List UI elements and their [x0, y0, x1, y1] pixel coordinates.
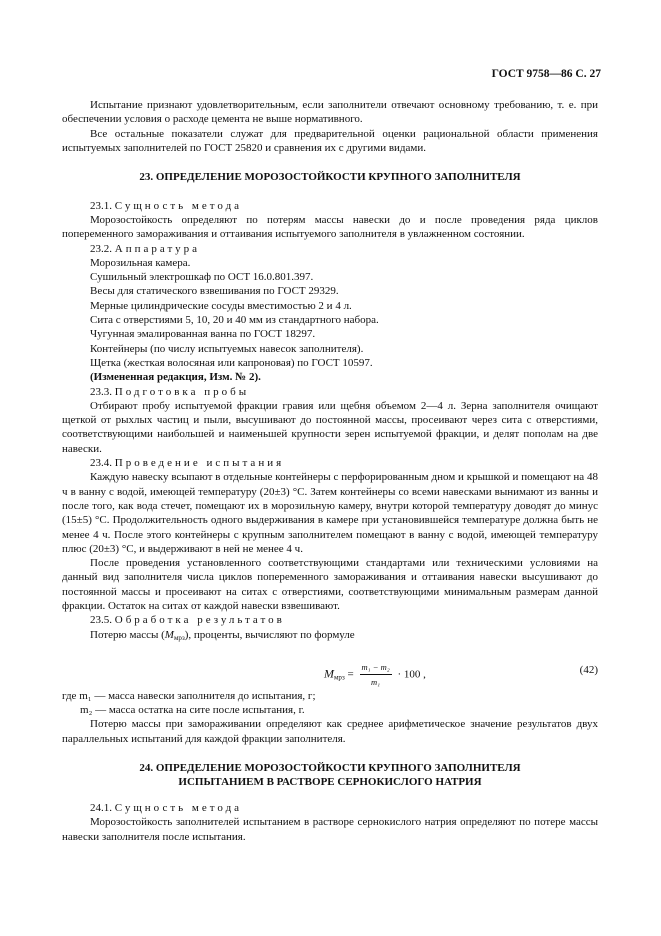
where-line-1: где m₁ — масса навески заполнителя до испытания, г;	[62, 689, 316, 702]
clause-heading-text: Проведение испытания	[114, 457, 285, 470]
formula-lhs: M	[324, 666, 334, 681]
equipment-item: Сита с отверстиями 5, 10, 20 и 40 мм из стандартного набора.	[90, 314, 379, 327]
formula-multiplier: · 100 ,	[397, 668, 426, 681]
section-24-title-line-1: 24. ОПРЕДЕЛЕНИЕ МОРОЗОСТОЙКОСТИ КРУПНОГО ЗАПОЛНИТЕЛЯ	[139, 762, 521, 775]
intro-paragraph-2: Все остальные показатели служат для предварительной оценки рациональной области применения испытуемых заполнителей по ГОСТ 25820 и сравнения их с другими видами.	[62, 127, 598, 154]
clause-number: 23.3.	[90, 385, 112, 398]
formula-lhs-subscript: мрз	[334, 673, 345, 682]
clause-23-4-text-1: Каждую навеску всыпают в отдельные контейнеры с перфорированным дном и крышкой и помещают на 48 ч в ванну с водой, имеющей температуру (20±3) °С. Затем контейнеры со всеми навесками вынимают из ванны и после того, как вода стечет, помещают их в морозильную камеру, внутри которой температуру доводят до минус (15±5) °С. Продолжительность одного выдерживания в камере при установившейся температуре должна быть не менее 4 ч. После этого контейнеры с крупным заполнителем помещают в ванну с водой, имеющей температуру плюс (20±3) °С, и выдерживают в ней не менее 4 ч.	[62, 471, 598, 555]
equipment-item: Чугунная эмалированная ванна по ГОСТ 18297.	[90, 328, 316, 341]
document-body	[62, 98, 598, 844]
formula-42	[62, 652, 598, 688]
clause-heading-text: Аппаратура	[114, 242, 200, 255]
equipment-item: Морозильная камера.	[90, 256, 191, 269]
equipment-item: Контейнеры (по числу испытуемых навесок заполнителя).	[90, 342, 364, 355]
clause-23-1-text: Морозостойкость определяют по потерям массы навески до и после проведения ряда циклов попеременного замораживания и оттаивания испытуемого заполнителя в увлажненном состоянии.	[62, 213, 598, 241]
clause-23-2-heading	[62, 242, 598, 256]
clause-23-5-heading	[62, 613, 598, 627]
equipment-item: Сушильный электрошкаф по ОСТ 16.0.801.397.	[90, 271, 314, 284]
page-header: ГОСТ 9758—86 С. 27	[491, 68, 601, 80]
equipment-item: Щетка (жесткая волосяная или капроновая) по ГОСТ 10597.	[90, 356, 373, 369]
clause-heading-text: Сущность метода	[114, 199, 243, 212]
clause-24-1-text: Морозостойкость заполнителей испытанием в растворе сернокислого натрия определяют по потере массы навески заполнителя после испытания.	[62, 816, 598, 843]
clause-heading-text: Обработка результатов	[114, 614, 285, 627]
clause-heading-text: Подготовка пробы	[114, 385, 250, 398]
formula-fraction	[360, 660, 392, 690]
clause-number: 23.2.	[90, 242, 112, 255]
clause-heading-text: Сущность метода	[114, 802, 243, 815]
clause-number: 23.4.	[90, 457, 112, 470]
clause-23-4-text-2: После проведения установленного соответствующими стандартами или техническими условиями на данный вид заполнителя числа циклов попеременного замораживания и оттаивания навески высушивают до постоянной массы и просеивают на ситах с отверстиями, соответствующими минимальным размерам данной фракции. Остаток на ситах от каждой навески взвешивают.	[62, 557, 598, 612]
revision-note: (Измененная редакция, Изм. № 2).	[90, 371, 261, 384]
clause-number: 23.5.	[90, 614, 112, 627]
formula-denominator: m₁	[371, 677, 381, 688]
equipment-item: Весы для статического взвешивания по ГОСТ 29329.	[90, 285, 339, 298]
formula-equals: =	[347, 668, 354, 681]
clause-23-1-heading	[62, 199, 598, 213]
formula-number: (42)	[579, 663, 598, 676]
clause-23-5-text: Потерю массы $(M_{мрз})$, проценты, вычисляют по формуле	[90, 628, 355, 642]
where-line-2: m₂ — масса остатка на сите после испытания, г.	[80, 704, 305, 717]
clause-24-1-heading	[62, 801, 598, 815]
intro-paragraph-1: Испытание признают удовлетворительным, если заполнители отвечают основному требованию, т. е. при обеспечении условия о расходе цемента не выше нормативного.	[62, 99, 598, 126]
clause-23-4-heading	[62, 456, 598, 470]
clause-23-5-final: Потерю массы при замораживании определяют как среднее арифметическое значение результатов двух параллельных испытаний для каждой фракции заполнителя.	[62, 718, 598, 745]
clause-23-3-heading	[62, 385, 598, 399]
clause-number: 24.1.	[90, 802, 112, 815]
formula-expression	[324, 660, 426, 690]
formula-numerator: m₁ − m₂	[360, 660, 392, 675]
section-23-title: 23. ОПРЕДЕЛЕНИЕ МОРОЗОСТОЙКОСТИ КРУПНОГО ЗАПОЛНИТЕЛЯ	[139, 171, 521, 184]
section-24-title-line-2: ИСПЫТАНИЕМ В РАСТВОРЕ СЕРНОКИСЛОГО НАТРИЯ	[178, 775, 482, 788]
section-24-title	[62, 762, 598, 789]
mass-loss-symbol: M	[164, 628, 174, 641]
equipment-item: Мерные цилиндрические сосуды вместимостью 2 и 4 л.	[90, 299, 352, 312]
clause-number: 23.1.	[90, 199, 112, 212]
clause-23-3-text: Отбирают пробу испытуемой фракции гравия или щебня объемом 2—4 л. Зерна заполнителя очищают щеткой от рыхлых частиц и пыли, высушивают до постоянной массы, просеивают через сита с отверстиями, соответствующими наибольшей и наименьшей крупности зерен испытуемой фракции, и делят пополам на две навески.	[62, 399, 598, 455]
